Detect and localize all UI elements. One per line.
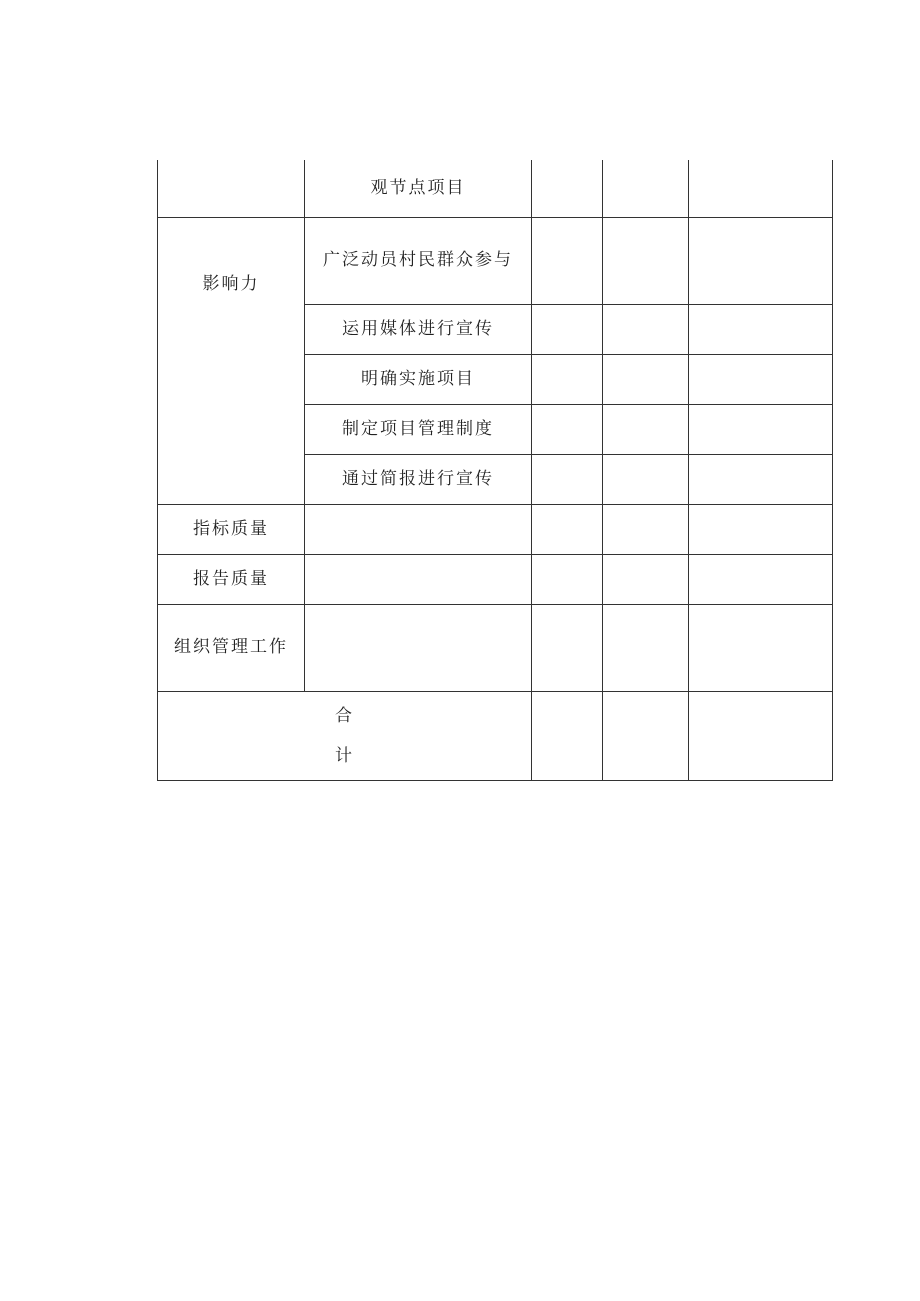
evaluation-table	[157, 160, 833, 781]
remark-cell	[689, 554, 833, 604]
remark-cell	[689, 504, 833, 554]
score-cell	[603, 604, 689, 691]
category-cell	[158, 160, 305, 217]
score-cell	[603, 217, 689, 304]
score-cell	[603, 160, 689, 217]
score-cell	[603, 354, 689, 404]
score-cell	[532, 160, 603, 217]
score-cell	[532, 504, 603, 554]
total-label-line1: 合	[335, 705, 354, 726]
remark-cell	[689, 454, 833, 504]
item-cell: 运用媒体进行宣传	[305, 304, 532, 354]
score-cell	[603, 504, 689, 554]
remark-cell	[689, 604, 833, 691]
item-cell: 广泛动员村民群众参与	[305, 217, 532, 304]
total-row	[158, 691, 833, 780]
item-cell	[305, 504, 532, 554]
remark-cell	[689, 304, 833, 354]
score-cell	[603, 404, 689, 454]
table-row	[158, 554, 833, 604]
score-cell	[532, 691, 603, 780]
score-cell	[532, 404, 603, 454]
table-row	[158, 217, 833, 304]
item-cell: 通过简报进行宣传	[305, 454, 532, 504]
item-cell	[305, 554, 532, 604]
score-cell	[532, 454, 603, 504]
remark-cell	[689, 160, 833, 217]
table-row	[158, 604, 833, 691]
category-cell: 组织管理工作	[158, 604, 305, 691]
category-cell: 指标质量	[158, 504, 305, 554]
total-label-line2: 计	[335, 745, 354, 766]
remark-cell	[689, 354, 833, 404]
score-cell	[532, 354, 603, 404]
total-cell	[158, 691, 532, 780]
score-cell	[532, 554, 603, 604]
score-cell	[603, 691, 689, 780]
category-cell: 影响力	[158, 217, 305, 504]
table-row	[158, 160, 833, 217]
item-cell: 观节点项目	[305, 160, 532, 217]
score-cell	[603, 454, 689, 504]
remark-cell	[689, 404, 833, 454]
score-cell	[532, 604, 603, 691]
score-cell	[532, 304, 603, 354]
item-cell: 明确实施项目	[305, 354, 532, 404]
table-row	[158, 504, 833, 554]
remark-cell	[689, 217, 833, 304]
item-cell	[305, 604, 532, 691]
item-cell: 制定项目管理制度	[305, 404, 532, 454]
remark-cell	[689, 691, 833, 780]
category-cell: 报告质量	[158, 554, 305, 604]
score-cell	[532, 217, 603, 304]
score-cell	[603, 304, 689, 354]
score-cell	[603, 554, 689, 604]
